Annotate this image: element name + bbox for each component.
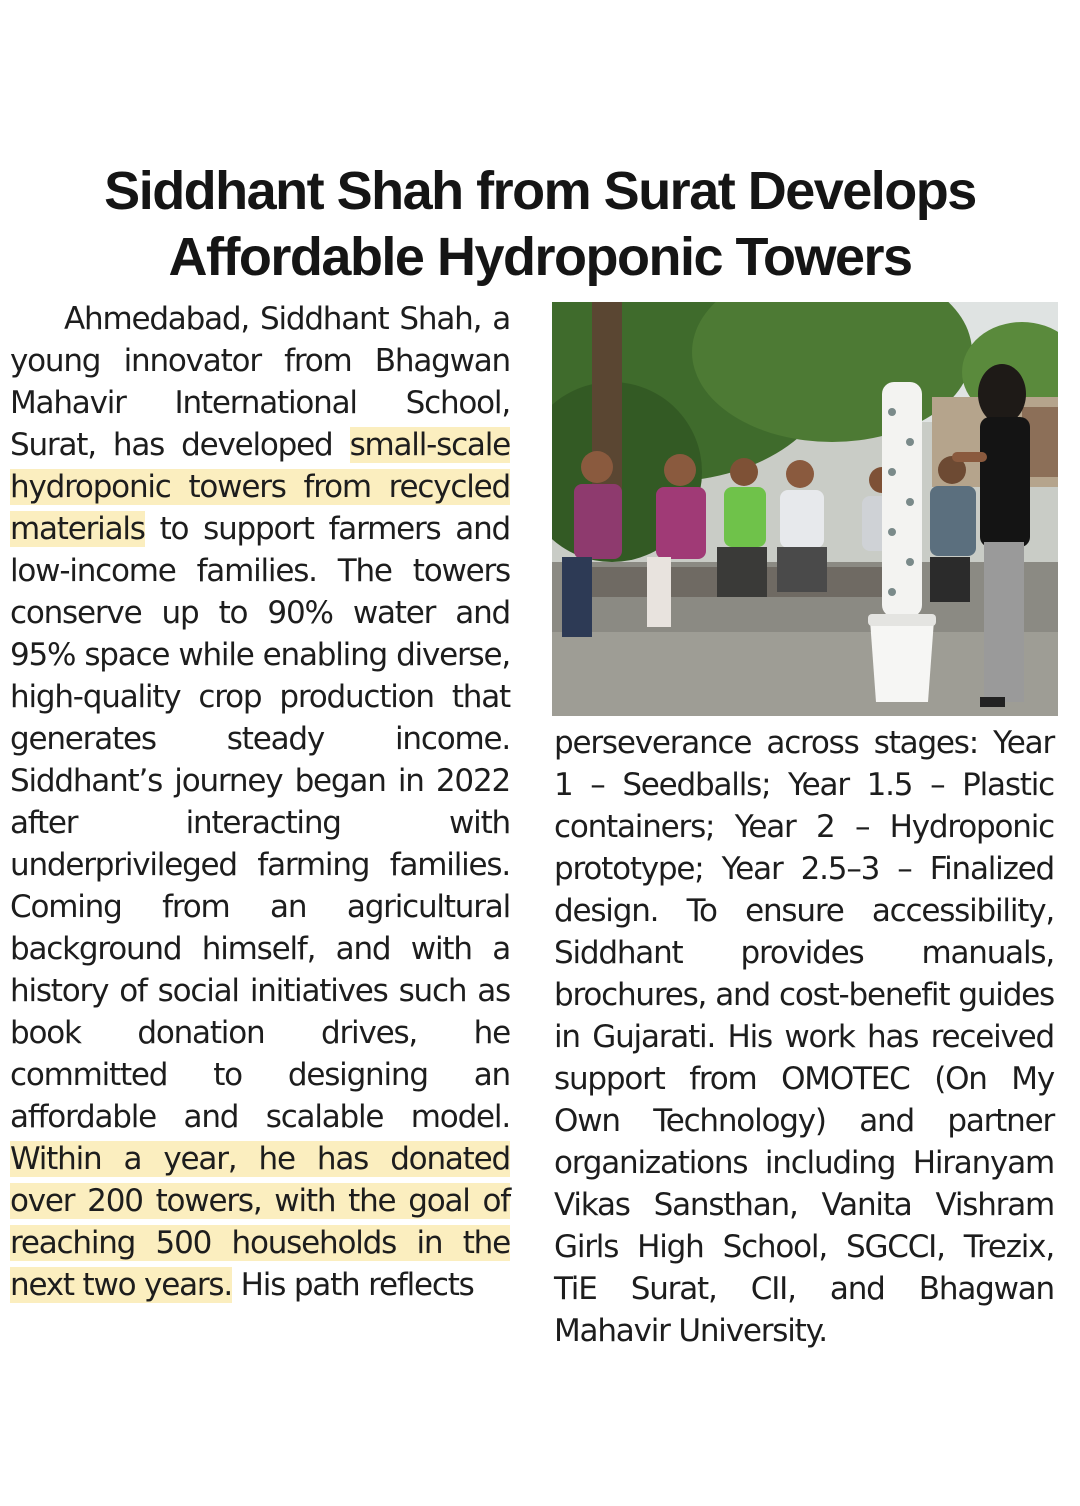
- highlighted-text: Within a year, he has donated over 200 towers, with the goal of reaching 500 households in the next two years.: [10, 1141, 510, 1303]
- article-column-left: [10, 298, 510, 1306]
- photo-illustration: [552, 302, 1058, 716]
- article-photo: [552, 302, 1058, 716]
- highlighted-text: small-scale hydroponic towers from recycled materials: [10, 427, 510, 547]
- article-column-right: [554, 722, 1054, 1352]
- body-text: Ahmedabad, Siddhant Shah, a young innovator from Bhagwan Mahavir International School, Surat, has developed: [10, 301, 510, 463]
- body-text: His path reflects: [232, 1267, 474, 1303]
- body-text: to support farmers and low-income families. The towers conserve up to 90% water and 95% space while enabling diverse, high-quality crop production that generates steady income. Siddhant’s journey began in 2022 after interacting with underprivileged farming families. Coming from an agricultural background himself, and with a history of social initiatives such as book donation drives, he committed to designing an affordable and scalable model.: [10, 511, 510, 1135]
- headline-line-1: Siddhant Shah from Surat Develops: [104, 161, 976, 221]
- article-body-right: perseverance across stages: Year 1 – Seedballs; Year 1.5 – Plastic containers; Year 2 – Hydroponic prototype; Year 2.5–3 – Finalized design. To ensure accessibility, Siddhant provides manuals, brochures, and cost-benefit guides in Gujarati. His work has received support from OMOTEC (On My Own Technology) and partner organizations including Hiranyam Vikas Sansthan, Vanita Vishram Girls High School, SGCCI, Trezix, TiE Surat, CII, and Bhagwan Mahavir University.: [554, 725, 1054, 1349]
- headline: [0, 158, 1080, 290]
- headline-line-2: Affordable Hydroponic Towers: [168, 227, 912, 287]
- article-body-left: [10, 298, 510, 1306]
